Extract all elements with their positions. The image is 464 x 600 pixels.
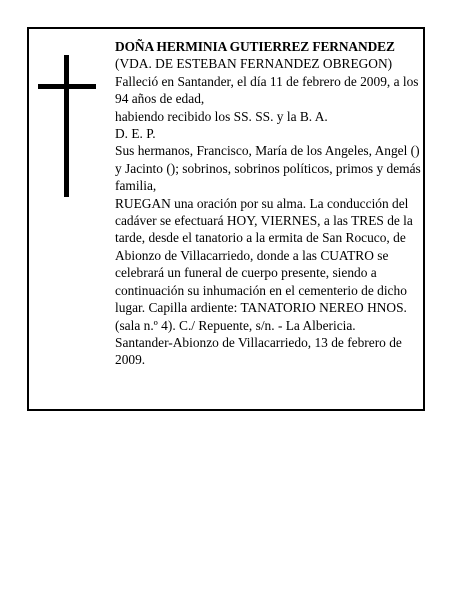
cross-horizontal-bar (38, 84, 96, 89)
sacraments-line: habiendo recibido los SS. SS. y la B. A. (115, 108, 328, 124)
death-notice: Falleció en Santander, el día 11 de febrero de 2009, a los 94 años de edad, (115, 73, 419, 107)
ceremony-paragraph: RUEGAN una oración por su alma. La conducción del cadáver se efectuará HOY, VIERNES, a las TRES de la tarde, desde el tanatorio a la ermita de San Rocuco, de Abionzo de Villacarriedo, donde a las CUATRO se celebrará un funeral de cuerpo presente, siendo a continuación su inhumación en el cementerio de dicho lugar. Capilla ardiente: TANATORIO NEREO HNOS. (sala n.º 4). C./ Repuente, s/n. - La Albericia. (115, 195, 413, 333)
deceased-name: DOÑA HERMINIA GUTIERREZ FERNANDEZ (115, 39, 395, 54)
place-date-line: Santander-Abionzo de Villacarriedo, 13 de febrero de 2009. (115, 334, 402, 368)
rip-line: D. E. P. (115, 126, 156, 142)
cross-vertical-bar (64, 55, 69, 197)
family-paragraph: Sus hermanos, Francisco, María de los Angeles, Angel () y Jacinto (); sobrinos, sobrinos políticos, primos y demás familia, (115, 143, 421, 194)
widow-of-line: (VDA. DE ESTEBAN FERNANDEZ OBREGON) (115, 56, 393, 72)
cross-icon (38, 55, 96, 197)
obituary-text (115, 38, 423, 369)
